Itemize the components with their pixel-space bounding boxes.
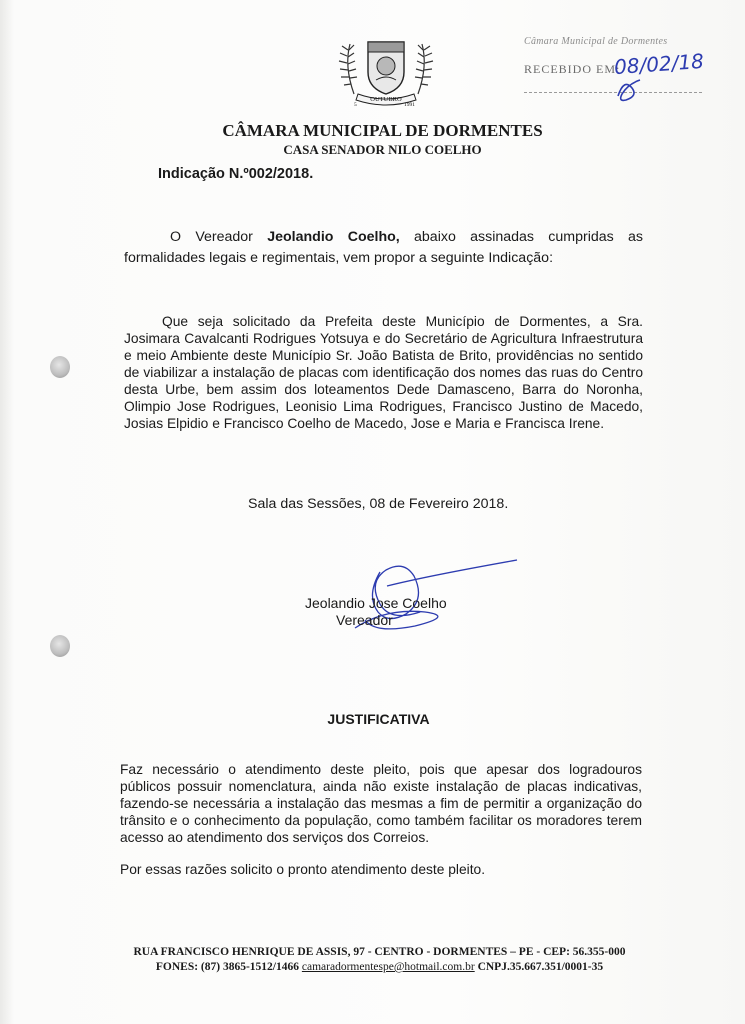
received-stamp [520, 36, 710, 106]
footer-email-link[interactable]: camaradormentespe@hotmail.com.br [301, 961, 475, 973]
footer-phones: FONES: (87) 3865-1512/1466 [155, 961, 302, 973]
crest-right-number: 1991 [404, 102, 415, 108]
justification-closing: Por essas razões solicito o pronto atendimento deste pleito. [120, 862, 486, 877]
signature-name: Jeolandio Jose Coelho [305, 595, 447, 611]
header-title: CÂMARA MUNICIPAL DE DORMENTES [222, 121, 543, 140]
councilor-name: Jeolandio Coelho, [267, 229, 400, 245]
punch-hole-bottom [50, 635, 70, 657]
header-subtitle: CASA SENADOR NILO COELHO [283, 142, 482, 157]
footer-address: RUA FRANCISCO HENRIQUE DE ASSIS, 97 - CENTRO - DORMENTES – PE - CEP: 56.355-000 [133, 946, 626, 958]
stamp-received-label: RECEBIDO EM: [524, 62, 621, 76]
justification-paragraph: Faz necessário o atendimento deste pleito, pois que apesar dos logradouros públicos possuir nomenclatura, ainda não existe instalação de placas indicativas, fazendo-se necessária a instalação das mesmas a fim de permitir a organização do trânsito e o conhecimento da população, como também facilitar os moradores terem acesso ao atendimento dos serviços dos Correios. [120, 762, 642, 845]
punch-hole-top [50, 356, 70, 378]
stamp-received-date: 08/02/18 [613, 48, 705, 80]
body-paragraph [124, 313, 643, 432]
indication-number: Indicação N.º002/2018. [158, 166, 314, 182]
stamp-initials-icon [612, 74, 648, 106]
crest-left-number: 5 [354, 102, 357, 108]
stamp-org-text: Câmara Municipal de Dormentes [524, 36, 668, 47]
signature-role: Vereador [336, 612, 393, 628]
footer-contacts [0, 961, 745, 973]
intro-rest: abaixo assinadas cumpridas as formalidades legais e regimentais, vem propor a seguinte Indicação: [124, 229, 644, 266]
justification-title: JUSTIFICATIVA [327, 711, 430, 727]
footer-cnpj: CNPJ.35.667.351/0001-35 [474, 961, 604, 973]
crest-ribbon-text: OUTUBRO [370, 96, 402, 103]
place-date: Sala das Sessões, 08 de Fevereiro 2018. [248, 496, 509, 512]
intro-prefix: O Vereador [170, 229, 268, 245]
intro-paragraph [124, 227, 643, 269]
body-text: Que seja solicitado da Prefeita deste Município de Dormentes, a Sra. Josimara Cavalcanti Rodrigues Yotsuya e do Secretário de Agricultura Infraestrutura e meio Ambiente deste Município Sr. João Batista de Brito, providências no sentido de viabilizar a instalação de placas com identificação dos nomes das ruas do Centro desta Urbe, bem assim dos loteamentos Dede Damasceno, Barra do Noronha, Olimpio Jose Rodrigues, Leonisio Lima Rodrigues, Francisco Justino de Macedo, Josias Elpidio e Francisco Coelho de Macedo, Jose e Maria e Francisca Irene. [124, 314, 643, 431]
coat-of-arms-icon [332, 36, 440, 112]
